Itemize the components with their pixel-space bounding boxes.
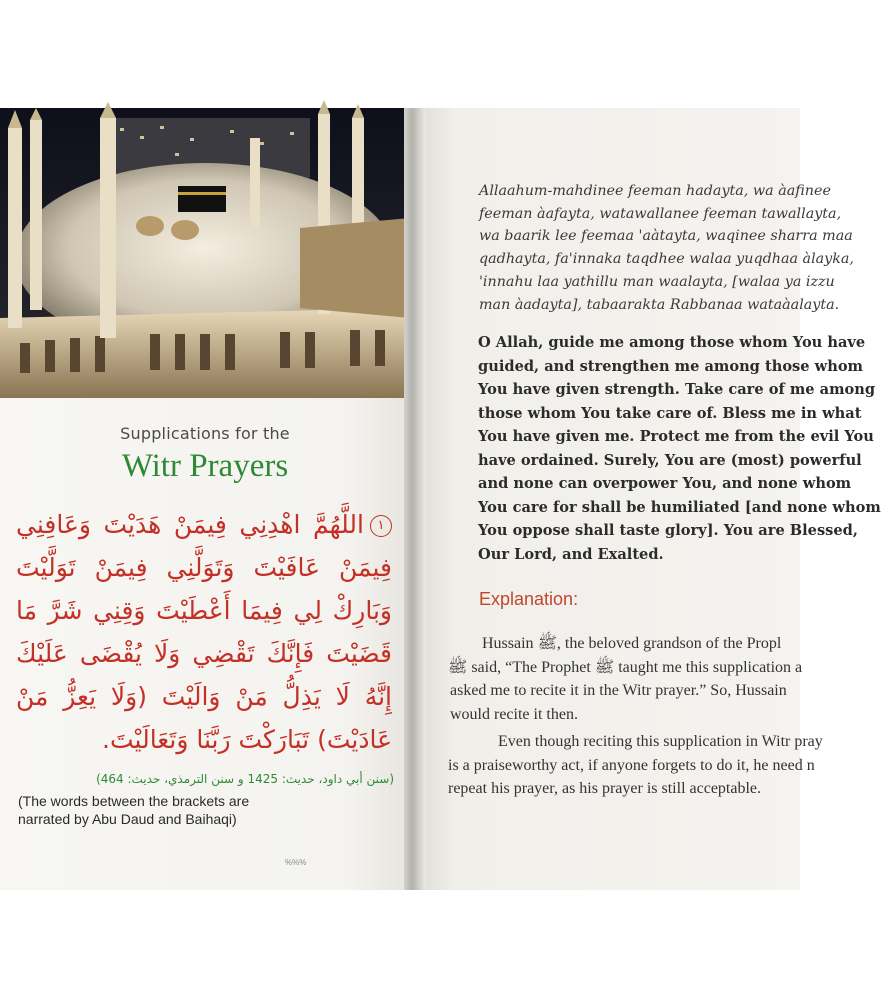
transliteration xyxy=(479,180,854,316)
transliteration-line: feeman àafayta, watawallanee feeman tawallayta, xyxy=(479,205,842,222)
translation-line: those whom You take care of. Bless me in what xyxy=(478,404,862,422)
open-book-spread xyxy=(0,108,881,890)
transliteration-line: 'innahu laa yathillu man waalayta, [walaa ya izzu xyxy=(479,273,835,290)
bracket-note-line: (The words between the brackets are xyxy=(18,793,250,809)
translation-line: guided, and strengthen me among those whom xyxy=(478,357,863,375)
paragraph-line: Even though reciting this supplication in Witr pray xyxy=(498,733,823,750)
page-marker: %%% xyxy=(285,858,307,867)
transliteration-line: qadhayta, fa'innaka taqdhee walaa yuqdhaa àlayka, xyxy=(479,251,854,268)
arabic-supplication xyxy=(16,503,392,761)
arabic-hadith-reference: (سنن أبي داود، حديث: 1425 و سنن الترمذي، حديث: 464) xyxy=(96,772,394,786)
translation-line: Our Lord, and Exalted. xyxy=(478,545,664,563)
paragraph-line: is a praiseworthy act, if anyone forgets to do it, he need n xyxy=(448,756,815,774)
mosque-photo xyxy=(0,108,410,398)
paragraph-line: asked me to recite it in the Witr prayer.” So, Hussain xyxy=(450,682,787,699)
section-title: Witr Prayers xyxy=(121,448,289,484)
translation-line: O Allah, guide me among those whom You have xyxy=(478,334,866,351)
english-translation xyxy=(478,331,881,566)
right-page xyxy=(426,108,881,890)
section-heading: Supplications for the xyxy=(120,424,290,443)
explanation-paragraph-2 xyxy=(448,730,823,801)
translation-line: You oppose shall taste glory]. You are Blessed, xyxy=(478,522,858,539)
bracket-note xyxy=(18,792,278,828)
paragraph-line: Hussain ﷺ, the beloved grandson of the Propl xyxy=(482,635,782,652)
explanation-paragraph-1 xyxy=(448,632,808,726)
paragraph-line: ﷺ said, “The Prophet ﷺ taught me this supplication a xyxy=(448,658,803,676)
translation-line: You care for shall be humiliated [and none whom xyxy=(478,498,881,516)
verse-number-badge: ١ xyxy=(370,515,392,537)
explanation-heading: Explanation: xyxy=(479,589,579,609)
translation-line: You have given me. Protect me from the evil You xyxy=(478,428,874,445)
paragraph-line: repeat his prayer, as his prayer is still acceptable. xyxy=(448,780,762,797)
bracket-note-line: narrated by Abu Daud and Baihaqi) xyxy=(18,811,237,827)
paragraph-line: would recite it then. xyxy=(450,705,578,723)
book-gutter xyxy=(404,108,426,890)
translation-line: You have given strength. Take care of me among xyxy=(478,381,876,398)
left-page xyxy=(0,108,410,890)
translation-line: and none can overpower You, and none whom xyxy=(478,475,852,492)
transliteration-line: Allaahum-mahdinee feeman hadayta, wa àafinee xyxy=(479,183,831,199)
transliteration-line: man àadayta], tabaarakta Rabbanaa wataàalayta. xyxy=(479,296,840,313)
transliteration-line: wa baarik lee feemaa 'aàtayta, waqinee sharra maa xyxy=(479,228,853,245)
arabic-supplication-text: اللَّهُمَّ اهْدِنِي فِيمَنْ هَدَيْتَ وَعَافِنِي فِيمَنْ عَافَيْتَ وَتَوَلَّنِي فِيمَنْ تَوَلَّيْتَ وَبَارِكْ لِي فِيمَا أَعْطَيْتَ وَقِنِي شَرَّ مَا قَضَيْتَ فَإِنَّكَ تَقْضِي وَلَا يُقْضَى عَلَيْكَ إِنَّهُ لَا يَذِلُّ مَنْ وَالَيْتَ (وَلَا يَعِزُّ مَنْ عَادَيْتَ) تَبَارَكْتَ رَبَّنَا وَتَعَالَيْتَ. xyxy=(16,510,392,754)
translation-line: have ordained. Surely, You are (most) powerful xyxy=(478,451,862,469)
